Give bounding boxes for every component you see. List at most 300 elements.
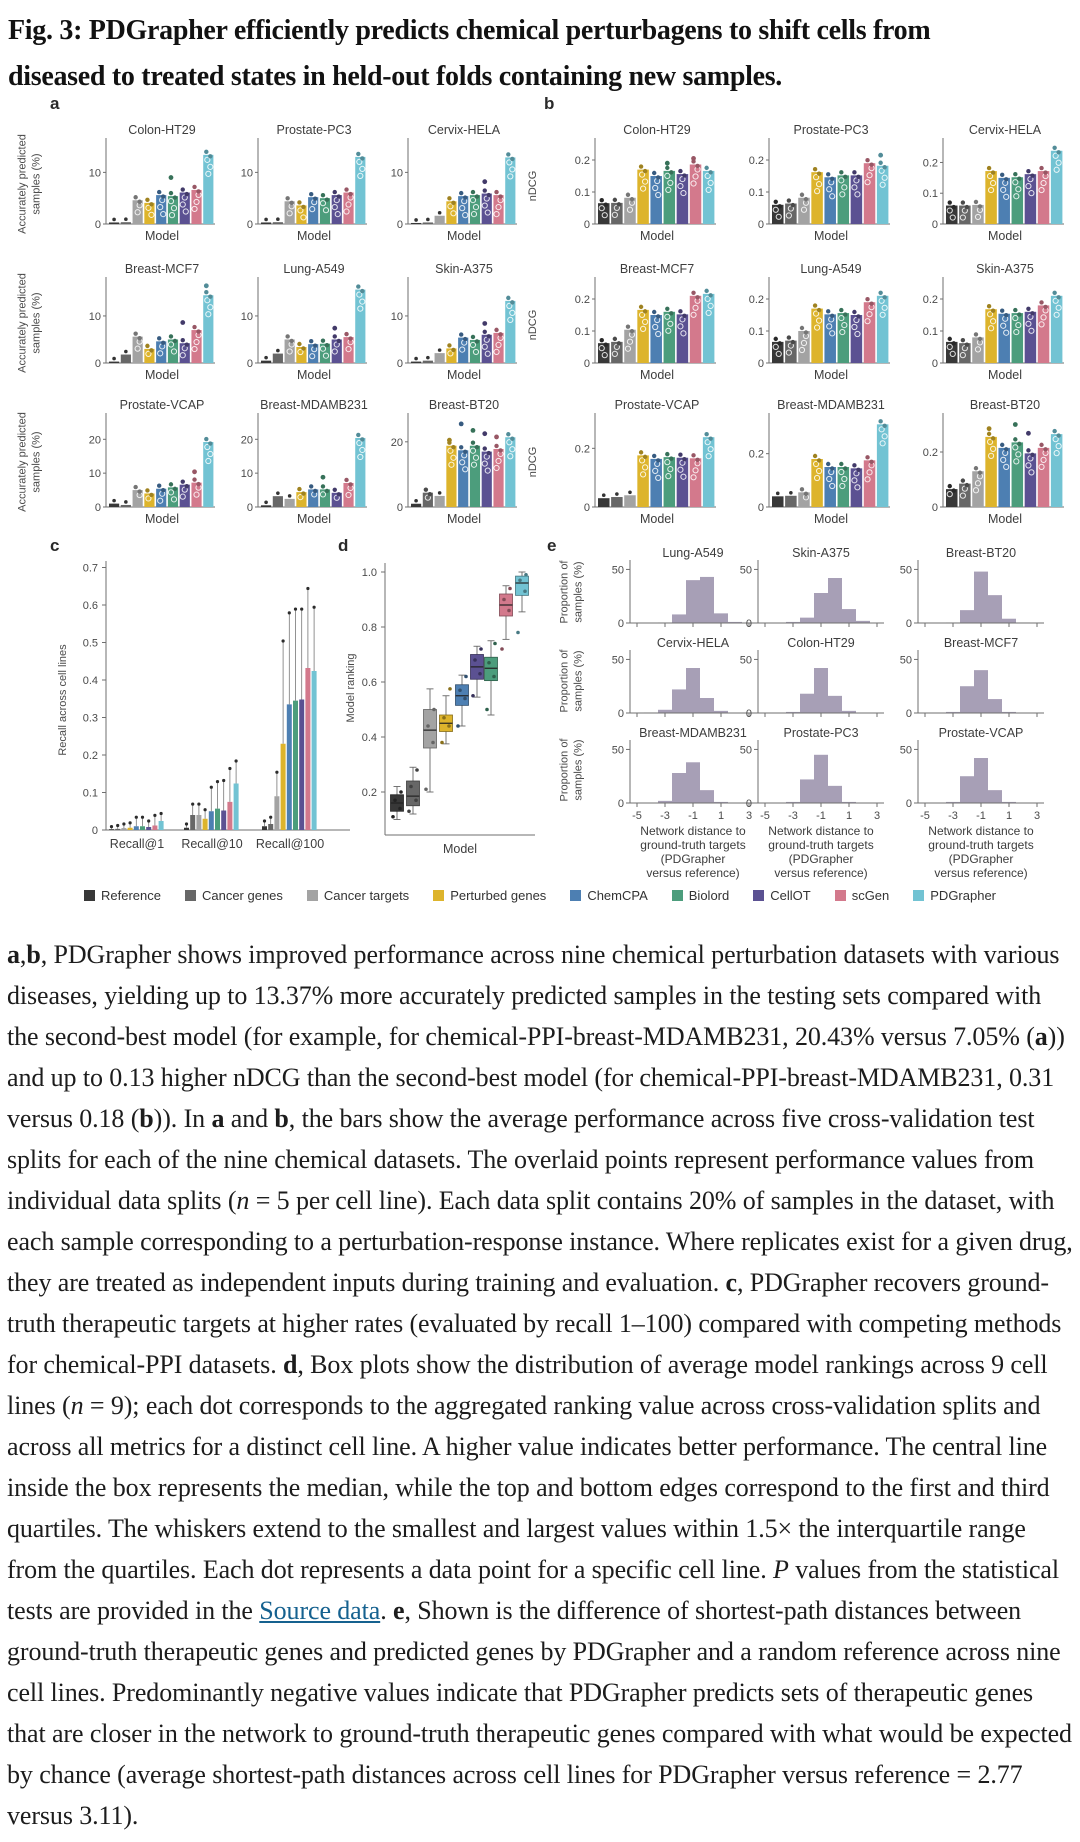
split-point bbox=[137, 336, 141, 340]
axis-text: 0 bbox=[745, 798, 752, 810]
box-dot bbox=[458, 688, 462, 692]
source-data-link[interactable]: Source data bbox=[259, 1596, 381, 1625]
split-point bbox=[639, 305, 643, 309]
split-point bbox=[1004, 313, 1008, 317]
split-point bbox=[414, 357, 418, 361]
split-point bbox=[145, 344, 149, 348]
axis-text: Model bbox=[296, 368, 332, 382]
axis-text: 3 bbox=[873, 810, 881, 822]
split-point bbox=[137, 489, 141, 493]
panel-d-chart bbox=[335, 535, 570, 870]
split-point bbox=[602, 493, 606, 497]
panel-b-ylabel-row2-line: nDCG bbox=[527, 309, 540, 341]
split-point bbox=[459, 421, 464, 426]
split-point bbox=[813, 167, 817, 171]
split-point bbox=[494, 435, 499, 440]
split-point bbox=[124, 350, 128, 354]
axis-text: 0.2 bbox=[922, 157, 938, 170]
split-point bbox=[669, 170, 673, 174]
caption-text: , PDGrapher recovers ground-truth therapeutic targets at higher rates (evaluated by recall 1–100) compared with competing methods for chemical-PPI datasets. bbox=[7, 1268, 1062, 1379]
bar-pdgrapher bbox=[877, 424, 889, 507]
split-point bbox=[169, 482, 173, 486]
hist-bar bbox=[672, 773, 686, 803]
legend-item-reference bbox=[84, 888, 161, 903]
figure-title-line: Fig. 3: PDGrapher efficiently predicts chemical perturbagens to shift cells from bbox=[8, 15, 931, 46]
legend-swatch-icon bbox=[570, 890, 581, 901]
legend-label: Cancer targets bbox=[323, 888, 410, 903]
hist-bar bbox=[686, 762, 700, 803]
axis-text: 0.6 bbox=[361, 677, 377, 689]
axis-text: 0.2 bbox=[574, 443, 590, 456]
legend-item-cancer-targets bbox=[307, 888, 409, 903]
split-point bbox=[313, 489, 317, 493]
box-dot bbox=[463, 697, 467, 701]
split-point bbox=[1026, 448, 1030, 452]
whisker-dot bbox=[275, 771, 278, 774]
split-point bbox=[830, 177, 834, 181]
panel-c-ylabel-line: Recall across cell lines bbox=[57, 644, 70, 756]
bar-cancer_genes bbox=[611, 497, 623, 507]
split-point bbox=[487, 334, 491, 338]
split-point bbox=[149, 202, 153, 206]
axis-text: 50 bbox=[611, 564, 624, 577]
split-point bbox=[1052, 429, 1056, 433]
bar-cancer_targets bbox=[624, 495, 636, 507]
split-point bbox=[438, 491, 442, 495]
axis-text: Prostate-VCAP bbox=[614, 398, 700, 412]
split-point bbox=[830, 314, 834, 318]
split-point bbox=[475, 194, 479, 198]
panel-a-ylabel-row1-line: Accurately predicted bbox=[16, 134, 29, 234]
panel-label-d: d bbox=[338, 536, 349, 555]
whisker-dot bbox=[116, 824, 119, 827]
axis-text: 0 bbox=[905, 708, 912, 720]
split-point bbox=[459, 332, 463, 336]
axis-text: Model bbox=[639, 229, 675, 243]
bar-scgen bbox=[1038, 171, 1050, 224]
axis-text: 0.2 bbox=[82, 750, 98, 762]
split-point bbox=[196, 189, 200, 193]
caption-text: , the bars show the average performance across five cross-validation test splits for each of the nine chemical datasets. The overlaid points represent performance values from individual data splits ( bbox=[7, 1104, 1035, 1215]
axis-text: 0 bbox=[617, 618, 624, 630]
split-point bbox=[498, 448, 502, 452]
split-point bbox=[157, 336, 161, 340]
hist-bar bbox=[1002, 619, 1016, 623]
split-point bbox=[360, 437, 364, 441]
bar-cellot bbox=[146, 827, 151, 830]
axis-text: 0.7 bbox=[82, 562, 98, 575]
split-point bbox=[952, 205, 956, 209]
split-point bbox=[856, 314, 860, 318]
split-point bbox=[204, 437, 208, 441]
split-point bbox=[617, 202, 621, 206]
bar-perturbed_genes bbox=[446, 446, 456, 507]
bar-cancer_targets bbox=[435, 353, 445, 363]
legend-item-scgen bbox=[835, 888, 890, 903]
split-point bbox=[1030, 173, 1034, 177]
bar-scgen bbox=[305, 668, 310, 830]
split-point bbox=[665, 166, 669, 170]
axis-text: 0.1 bbox=[922, 326, 938, 338]
split-point bbox=[626, 325, 630, 329]
panel-e-chart-breast-bt20 bbox=[896, 546, 1051, 632]
hist-bar bbox=[988, 699, 1002, 713]
split-point bbox=[157, 484, 161, 488]
split-point bbox=[426, 218, 430, 222]
axis-text: 20 bbox=[88, 434, 101, 447]
axis-text: -1 bbox=[976, 810, 986, 822]
axis-text: 0 bbox=[931, 502, 938, 514]
caption-text: n bbox=[70, 1391, 84, 1420]
bar-cellot bbox=[221, 811, 226, 831]
split-point bbox=[965, 483, 969, 487]
axis-text: Skin-A375 bbox=[792, 546, 850, 560]
bar-cancer_genes bbox=[785, 496, 797, 507]
legend-swatch-icon bbox=[672, 890, 683, 901]
axis-text: Model bbox=[442, 842, 478, 856]
caption-text: )) and up to 0.13 higher nDCG than the second-best model (for chemical-PPI-breast-MDAMB231, 0.31 versus 0.18 ( bbox=[7, 1022, 1065, 1133]
box-dot bbox=[432, 708, 436, 712]
axis-text: -3 bbox=[948, 810, 958, 822]
split-point bbox=[991, 170, 995, 174]
split-point bbox=[656, 314, 660, 318]
whisker-dot bbox=[210, 786, 213, 789]
split-point bbox=[337, 194, 341, 198]
caption-text: , bbox=[19, 940, 27, 969]
panel-c-chart bbox=[30, 535, 375, 870]
axis-text: Breast-MCF7 bbox=[124, 262, 200, 276]
bar-biolord bbox=[664, 457, 676, 507]
panel-e-chart-skin-a375 bbox=[736, 546, 891, 632]
split-point bbox=[348, 482, 352, 486]
split-point bbox=[974, 332, 978, 336]
split-point bbox=[506, 432, 510, 436]
bar-biolord bbox=[215, 809, 220, 830]
split-point bbox=[112, 499, 116, 503]
split-point bbox=[337, 492, 341, 496]
axis-text: 0 bbox=[246, 502, 253, 514]
split-point bbox=[333, 190, 337, 194]
box-dot bbox=[500, 647, 504, 651]
split-point bbox=[778, 341, 782, 345]
panel-e-ylabel-row2-line: samples (%) bbox=[572, 650, 584, 712]
split-point bbox=[839, 308, 843, 312]
split-point bbox=[510, 437, 514, 441]
split-point bbox=[708, 436, 712, 440]
axis-text: Breast-BT20 bbox=[969, 398, 1041, 412]
axis-text: Breast-MCF7 bbox=[619, 262, 695, 276]
bar-cancer_targets bbox=[798, 331, 810, 363]
split-point bbox=[325, 489, 329, 493]
panel-d-ylabel-line: Model ranking bbox=[345, 653, 358, 723]
split-point bbox=[978, 204, 982, 208]
split-point bbox=[656, 175, 660, 179]
split-point bbox=[843, 312, 847, 316]
whisker-dot bbox=[228, 767, 231, 770]
panel-a-chart-breast-mdamb231 bbox=[220, 397, 370, 537]
bar-perturbed_genes bbox=[637, 170, 649, 224]
split-point bbox=[804, 330, 808, 334]
axis-text: ground-truth targets bbox=[768, 838, 874, 852]
split-point bbox=[630, 197, 634, 201]
split-point bbox=[333, 334, 337, 338]
bar-cancer_genes bbox=[273, 354, 283, 363]
bar-cancer_genes bbox=[423, 361, 433, 363]
hist-bar bbox=[988, 595, 1002, 623]
panel-b-chart-prostate-vcap bbox=[552, 397, 722, 537]
split-point bbox=[774, 337, 778, 341]
split-point bbox=[774, 200, 778, 204]
panel-label-b: b bbox=[544, 94, 555, 113]
hist-bar bbox=[960, 686, 974, 713]
axis-text: Lung-A549 bbox=[283, 262, 345, 276]
split-point bbox=[1000, 173, 1004, 177]
legend-swatch-icon bbox=[185, 890, 196, 901]
split-point bbox=[865, 297, 869, 301]
axis-text: Model bbox=[987, 368, 1023, 382]
caption-text: a bbox=[211, 1104, 225, 1133]
whisker-dot bbox=[135, 816, 138, 819]
split-point bbox=[297, 200, 301, 204]
axis-text: 1.0 bbox=[361, 567, 377, 579]
whisker-dot bbox=[294, 608, 297, 611]
split-point bbox=[804, 197, 808, 201]
split-point bbox=[817, 308, 821, 312]
axis-text: Model bbox=[987, 229, 1023, 243]
split-point bbox=[948, 337, 952, 341]
split-point bbox=[978, 471, 982, 475]
axis-text: Model bbox=[446, 229, 482, 243]
split-point bbox=[865, 158, 869, 162]
split-point bbox=[869, 302, 873, 306]
axis-text: 0.2 bbox=[748, 155, 764, 167]
split-point bbox=[817, 171, 821, 175]
split-point bbox=[133, 331, 137, 335]
split-point bbox=[145, 488, 149, 492]
box-dot bbox=[391, 815, 395, 819]
hist-bar bbox=[672, 614, 686, 623]
box-dot bbox=[502, 598, 506, 602]
axis-text: (PDGrapher bbox=[660, 852, 726, 866]
axis-text: -1 bbox=[688, 810, 698, 822]
split-point bbox=[852, 310, 856, 314]
box-chemcpa bbox=[456, 685, 469, 706]
box-dot bbox=[442, 716, 446, 720]
bar-reference bbox=[411, 504, 421, 507]
split-point bbox=[987, 432, 991, 436]
split-point bbox=[348, 336, 352, 340]
split-point bbox=[691, 156, 696, 161]
axis-text: -3 bbox=[788, 810, 798, 822]
hist-bar bbox=[828, 578, 842, 623]
axis-text: 0 bbox=[396, 219, 403, 231]
split-point bbox=[826, 172, 830, 176]
split-point bbox=[181, 338, 185, 342]
legend bbox=[0, 888, 1080, 903]
split-point bbox=[313, 196, 317, 200]
split-point bbox=[348, 192, 352, 196]
box-dot bbox=[398, 807, 402, 811]
axis-text: 0 bbox=[757, 358, 764, 370]
bar-scgen bbox=[152, 826, 157, 831]
whisker-dot bbox=[110, 825, 113, 828]
axis-text: -5 bbox=[920, 810, 930, 822]
axis-text: 20 bbox=[240, 434, 253, 447]
whisker-dot bbox=[222, 779, 225, 782]
axis-text: Skin-A375 bbox=[435, 262, 493, 276]
axis-text: Prostate-VCAP bbox=[938, 726, 1024, 740]
split-point bbox=[475, 339, 479, 343]
panel-a-chart-cervix-hela bbox=[370, 122, 520, 262]
caption-text: , Box plots show the distribution of average model rankings across 9 cell lines ( bbox=[7, 1350, 1048, 1420]
split-point bbox=[678, 169, 682, 173]
bar-scgen bbox=[1038, 305, 1050, 363]
axis-text: 10 bbox=[88, 468, 101, 481]
axis-text: ground-truth targets bbox=[640, 838, 746, 852]
split-point bbox=[613, 337, 617, 341]
split-point bbox=[332, 326, 337, 331]
bar-reference bbox=[184, 828, 189, 830]
split-point bbox=[297, 487, 301, 491]
hist-bar bbox=[700, 790, 714, 803]
axis-text: 10 bbox=[390, 167, 403, 180]
box-dot bbox=[409, 785, 413, 789]
axis-text: 0.1 bbox=[574, 326, 590, 338]
split-point bbox=[613, 198, 617, 202]
panel-a-ylabel-row1-line: samples (%) bbox=[30, 153, 42, 215]
hist-bar bbox=[814, 593, 828, 623]
caption-text: , PDGrapher shows improved performance across nine chemical perturbation datasets with various diseases, yielding up to 13.37% more accurately predicted samples in the testing sets compared with the second-best model (for example, for chemical-PPI-breast-MDAMB231, 20.43% versus 7.05% ( bbox=[7, 940, 1060, 1051]
bar-pdgrapher bbox=[234, 784, 239, 831]
split-point bbox=[600, 198, 604, 202]
axis-text: 0.2 bbox=[922, 447, 938, 459]
bar-cancer_genes bbox=[190, 815, 195, 830]
box-dot bbox=[426, 724, 430, 728]
caption-text: = 9); each dot corresponds to the aggregated ranking value across cross-validation splits and across all metrics for a distinct cell line. A higher value indicates better performance. The central line inside the box represents the median, while the top and bottom edges correspond to the first and third quartiles. The whiskers extend to the smallest and largest values within 1.5× the interquartile range from the quartiles. Each dot represents a data point for a specific cell line. bbox=[7, 1391, 1050, 1584]
bar-reference bbox=[109, 829, 114, 830]
axis-text: 50 bbox=[611, 744, 624, 757]
split-point bbox=[974, 466, 978, 470]
whisker-dot bbox=[204, 808, 207, 811]
panel-a-chart-colon-ht29 bbox=[68, 122, 218, 262]
bar-scgen bbox=[690, 296, 702, 363]
split-point bbox=[1026, 169, 1030, 173]
box-dot bbox=[440, 741, 444, 745]
split-point bbox=[708, 170, 712, 174]
axis-text: 0.4 bbox=[82, 675, 98, 687]
split-point bbox=[695, 164, 699, 168]
split-point bbox=[813, 454, 817, 458]
panel-label-c: c bbox=[50, 536, 60, 555]
split-point bbox=[1017, 177, 1021, 181]
split-point bbox=[356, 152, 360, 156]
axis-text: 1 bbox=[1005, 810, 1013, 822]
axis-text: Model bbox=[639, 368, 675, 382]
split-point bbox=[1013, 422, 1018, 427]
legend-label: ChemCPA bbox=[587, 888, 648, 903]
box-dot bbox=[479, 647, 483, 651]
split-point bbox=[173, 195, 177, 199]
box-dot bbox=[493, 642, 497, 646]
axis-text: Prostate-PC3 bbox=[783, 726, 859, 740]
split-point bbox=[510, 300, 514, 304]
panel-b-chart-lung-a549 bbox=[726, 261, 896, 401]
split-point bbox=[196, 482, 200, 486]
split-point bbox=[149, 493, 153, 497]
panel-b-chart-colon-ht29 bbox=[552, 122, 722, 262]
box-dot bbox=[492, 675, 496, 679]
axis-text: Lung-A549 bbox=[800, 262, 862, 276]
split-point bbox=[643, 169, 647, 173]
split-point bbox=[678, 309, 682, 313]
axis-text: Model bbox=[296, 229, 332, 243]
split-point bbox=[652, 310, 656, 314]
panel-b-ylabel-row2 bbox=[527, 310, 541, 341]
bar-cancer_targets bbox=[121, 828, 126, 830]
axis-text: Cervix-HELA bbox=[427, 123, 501, 137]
caption-text: n bbox=[236, 1186, 250, 1215]
split-point bbox=[852, 463, 856, 467]
split-point bbox=[483, 188, 487, 192]
axis-text: Breast-MDAMB231 bbox=[639, 726, 747, 740]
bar-scgen bbox=[343, 193, 353, 224]
bar-cancer_targets bbox=[274, 796, 279, 830]
legend-swatch-icon bbox=[307, 890, 318, 901]
axis-text: 0.2 bbox=[574, 155, 590, 167]
hist-bar bbox=[814, 668, 828, 713]
axis-text: (PDGrapher bbox=[948, 852, 1014, 866]
axis-text: 0 bbox=[905, 618, 912, 630]
split-point bbox=[600, 338, 604, 342]
split-point bbox=[438, 211, 442, 215]
bar-cancer_genes bbox=[115, 829, 120, 830]
caption-text: e bbox=[393, 1596, 405, 1625]
box-pdgrapher bbox=[516, 576, 529, 595]
split-point bbox=[414, 499, 418, 503]
split-point bbox=[463, 337, 467, 341]
axis-text: 0 bbox=[617, 708, 624, 720]
split-point bbox=[124, 217, 128, 221]
bar-reference bbox=[411, 362, 421, 363]
split-point bbox=[276, 491, 280, 495]
axis-text: ground-truth targets bbox=[928, 838, 1034, 852]
split-point bbox=[789, 491, 793, 495]
bar-chemcpa bbox=[209, 811, 214, 830]
split-point bbox=[196, 329, 200, 333]
whisker-dot bbox=[269, 816, 272, 819]
split-point bbox=[987, 304, 991, 308]
axis-text: 0.2 bbox=[748, 448, 764, 461]
axis-text: Model bbox=[813, 512, 849, 526]
split-point bbox=[510, 157, 514, 161]
box-dot bbox=[485, 708, 489, 712]
caption-text: )). In bbox=[153, 1104, 212, 1133]
axis-text: Network distance to bbox=[768, 824, 874, 838]
bar-chemcpa bbox=[998, 448, 1010, 507]
split-point bbox=[800, 193, 804, 197]
split-point bbox=[843, 466, 847, 470]
panel-a-ylabel-row2-line: Accurately predicted bbox=[16, 273, 29, 373]
split-point bbox=[482, 431, 487, 436]
axis-text: Breast-MCF7 bbox=[943, 636, 1019, 650]
whisker-dot bbox=[197, 803, 200, 806]
split-point bbox=[856, 468, 860, 472]
split-point bbox=[626, 193, 630, 197]
box-dot bbox=[487, 661, 491, 665]
split-point bbox=[356, 284, 360, 288]
split-point bbox=[1043, 305, 1047, 309]
axis-text: 0.1 bbox=[82, 787, 98, 800]
